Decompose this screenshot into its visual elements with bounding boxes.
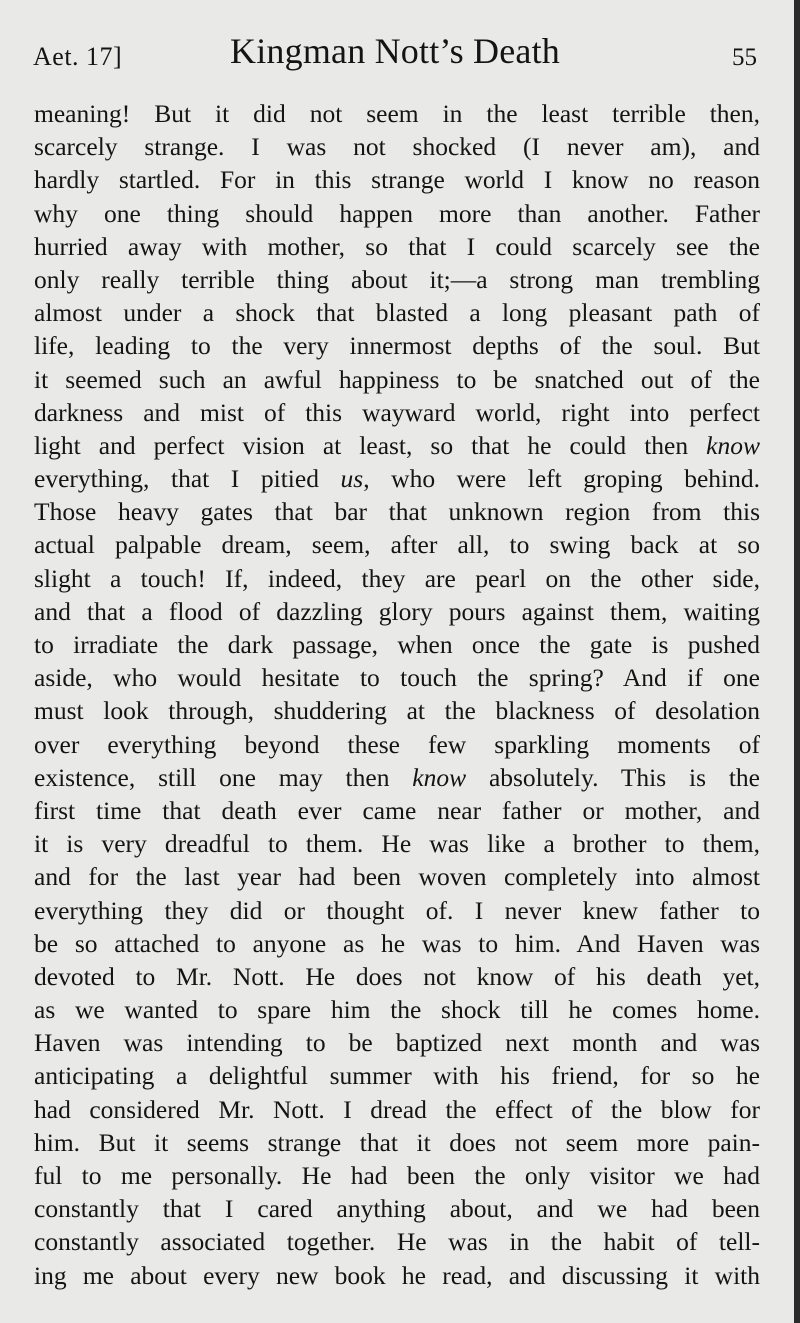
text-line [34, 1192, 760, 1225]
line-text: everything, that I pitied [34, 464, 341, 494]
line-text: and that a flood of dazzling glory pours against them, waiting [34, 596, 760, 626]
text-line [34, 827, 760, 860]
line-text: darkness and mist of this wayward world, right into perfect [34, 397, 760, 427]
line-text: over everything beyond these few sparkling moments of [34, 729, 760, 759]
line-text: hurried away with mother, so that I could scarcely see the [34, 231, 760, 261]
text-line [34, 528, 760, 561]
text-line [34, 1059, 760, 1092]
line-text-continued: , who were left groping behind. [363, 464, 760, 494]
text-line [34, 329, 760, 362]
text-line [34, 230, 760, 263]
text-line [34, 163, 760, 196]
line-text: must look through, shuddering at the blackness of desolation [34, 696, 760, 726]
page-edge-shadow [794, 0, 800, 1323]
line-text-continued: absolutely. This is the [466, 762, 760, 792]
line-text: ful to me personally. He had been the only visitor we had [34, 1161, 760, 1190]
line-text: only really terrible thing about it;—a strong man trembling [34, 264, 760, 294]
line-text: it is very dreadful to them. He was like a brother to them, [34, 829, 760, 859]
line-text: him. But it seems strange that it does not seem more pain- [34, 1127, 760, 1157]
text-line [34, 396, 760, 429]
text-line [34, 263, 760, 296]
emphasized-word: know [412, 762, 467, 792]
line-text: light and perfect vision at least, so that he could then [34, 430, 707, 460]
line-text: constantly associated together. He was in the habit of tell- [34, 1227, 760, 1257]
text-line [34, 1259, 760, 1292]
emphasized-word: us [340, 464, 364, 494]
text-line [34, 97, 760, 130]
text-line [34, 894, 760, 927]
text-line [34, 462, 760, 495]
line-text: scarcely strange. I was not shocked (I never am), and [34, 132, 760, 162]
text-line [34, 960, 760, 993]
line-text: almost under a shock that blasted a long pleasant path of [34, 298, 760, 328]
line-text: existence, still one may then [34, 762, 413, 792]
line-text: first time that death ever came near father or mother, and [34, 795, 760, 825]
line-text: to irradiate the dark passage, when once the gate is pushed [34, 630, 760, 659]
line-text: life, leading to the very innermost depths of the soul. But [34, 331, 760, 361]
text-line [34, 728, 760, 761]
line-text: aside, who would hesitate to touch the spring? And if one [34, 663, 760, 693]
line-text: it seemed such an awful happiness to be snatched out of the [34, 364, 760, 394]
text-line [34, 794, 760, 827]
text-line [34, 761, 760, 794]
text-line [34, 661, 760, 694]
running-head-age: Aet. 17] [33, 42, 123, 71]
line-text: actual palpable dream, seem, after all, to swing back at so [34, 530, 760, 560]
body-text [34, 97, 760, 1292]
text-line [34, 363, 760, 396]
text-line [34, 694, 760, 727]
line-text: constantly that I cared anything about, and we had been [34, 1194, 760, 1224]
text-line [34, 1026, 760, 1059]
text-line [34, 1126, 760, 1159]
text-line [34, 429, 760, 462]
text-line [34, 197, 760, 230]
line-text: slight a touch! If, indeed, they are pearl on the other side, [34, 563, 760, 593]
line-text: ing me about every new book he read, and discussing it with [34, 1260, 760, 1290]
line-text: as we wanted to spare him the shock till he comes home. [34, 995, 760, 1025]
page-header [33, 30, 757, 80]
line-text: why one thing should happen more than another. Father [34, 198, 760, 228]
text-line [34, 628, 760, 661]
line-text: meaning! But it did not seem in the least terrible then, [34, 99, 760, 128]
line-text: had considered Mr. Nott. I dread the effect of the blow for [34, 1094, 760, 1124]
line-text: Those heavy gates that bar that unknown region from this [34, 497, 760, 527]
text-line [34, 860, 760, 893]
line-text: be so attached to anyone as he was to him. And Haven was [34, 928, 760, 958]
line-text: devoted to Mr. Nott. He does not know of his death yet, [34, 961, 760, 991]
emphasized-word: know [706, 430, 760, 460]
text-line [34, 1093, 760, 1126]
text-line [34, 1159, 760, 1192]
page-number: 55 [732, 44, 757, 71]
text-line [34, 130, 760, 163]
text-line [34, 595, 760, 628]
text-line [34, 993, 760, 1026]
line-text: anticipating a delightful summer with his friend, for so he [34, 1061, 760, 1091]
line-text: and for the last year had been woven completely into almost [34, 862, 760, 892]
text-line [34, 495, 760, 528]
line-text: everything they did or thought of. I never knew father to [34, 895, 760, 925]
line-text: hardly startled. For in this strange world I know no reason [34, 165, 760, 195]
text-line [34, 562, 760, 595]
text-line [34, 927, 760, 960]
line-text: Haven was intending to be baptized next month and was [34, 1028, 760, 1058]
running-title: Kingman Nott’s Death [230, 31, 560, 71]
text-line [34, 1225, 760, 1258]
text-line [34, 296, 760, 329]
